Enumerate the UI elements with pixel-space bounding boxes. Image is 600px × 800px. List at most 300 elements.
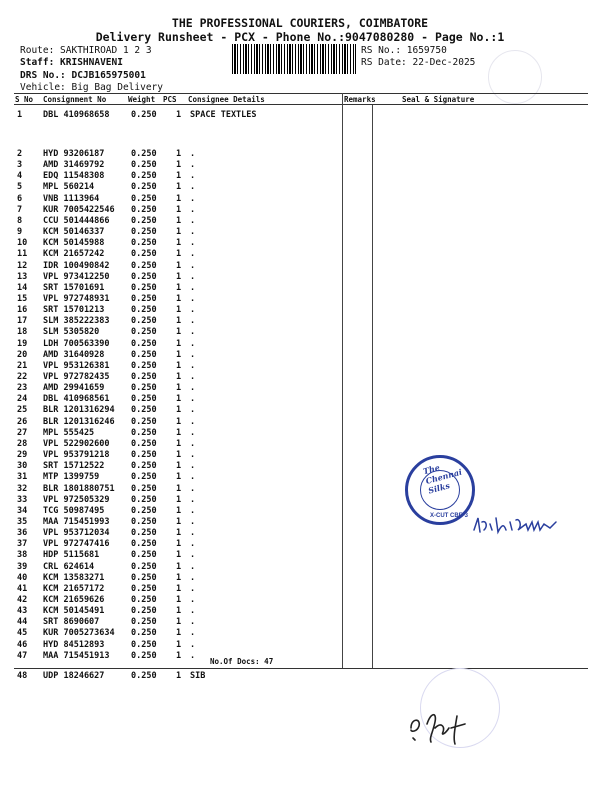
row-consignment: MPL 555425 <box>43 427 95 438</box>
row-pcs: 1 <box>176 305 182 316</box>
row-pcs: 1 <box>176 193 182 204</box>
row-sno: 3 <box>17 160 23 171</box>
table-row <box>0 428 600 439</box>
row-consignment: SRT 8690607 <box>43 617 100 628</box>
row-weight: 0.250 <box>131 561 157 572</box>
row-consignment: KCM 13583271 <box>43 572 105 583</box>
row-consignment: DBL 410968658 <box>43 110 110 120</box>
row-sno: 2 <box>17 149 23 159</box>
column-header-sno: S No <box>15 95 34 104</box>
row-consignee: . <box>190 472 196 483</box>
row-weight: 0.250 <box>131 204 157 215</box>
row-consignment: HYD 84512893 <box>43 639 105 650</box>
row-weight: 0.250 <box>131 628 157 639</box>
row-weight: 0.250 <box>131 327 157 338</box>
row-weight: 0.250 <box>131 405 157 416</box>
table-row <box>0 361 600 372</box>
signature-krishnaveni <box>470 512 565 538</box>
row-consignee: . <box>190 528 196 539</box>
table-row <box>0 316 600 327</box>
row-consignee: . <box>190 650 196 661</box>
row-sno: 37 <box>17 539 28 550</box>
row-consignee: . <box>190 238 196 249</box>
row-consignee: . <box>190 516 196 527</box>
row-pcs: 1 <box>176 516 182 527</box>
column-header-consignment: Consignment No <box>43 95 107 104</box>
row-pcs: 1 <box>176 372 182 382</box>
row-consignment: KUR 7005422546 <box>43 204 115 215</box>
row-consignee: . <box>190 438 196 449</box>
row-consignment: SLM 385222383 <box>43 316 110 327</box>
row-weight: 0.250 <box>131 483 157 494</box>
row-pcs: 1 <box>176 639 182 650</box>
row-pcs: 1 <box>176 249 182 260</box>
row-weight: 0.250 <box>131 472 157 483</box>
row-sno: 48 <box>17 671 28 681</box>
row-weight: 0.250 <box>131 550 157 561</box>
company-title: THE PROFESSIONAL COURIERS, COIMBATORE <box>171 16 429 30</box>
column-header-seal-signature: Seal & Signature <box>402 95 475 104</box>
row-weight: 0.250 <box>131 372 157 382</box>
row-weight: 0.250 <box>131 160 157 171</box>
table-row <box>0 651 600 662</box>
row-consignee: . <box>190 639 196 650</box>
row-consignment: HYD 93206187 <box>43 149 105 159</box>
row-pcs: 1 <box>176 505 182 516</box>
rs-no-label: RS No.: 1659750 <box>361 45 447 56</box>
row-consignment: KCM 50146337 <box>43 227 105 238</box>
table-row <box>0 160 600 171</box>
column-header-pcs: PCS <box>163 95 177 104</box>
row-pcs: 1 <box>176 483 182 494</box>
row-weight: 0.250 <box>131 595 157 605</box>
table-row <box>0 305 600 316</box>
row-consignment: AMD 31469792 <box>43 160 105 171</box>
row-consignee: . <box>190 539 196 550</box>
row-weight: 0.250 <box>131 249 157 260</box>
row-sno: 16 <box>17 305 28 316</box>
row-sno: 5 <box>17 182 23 193</box>
table-row <box>0 595 600 606</box>
row-pcs: 1 <box>176 550 182 561</box>
row-sno: 24 <box>17 394 28 405</box>
row-pcs: 1 <box>176 260 182 271</box>
row-consignment: SRT 15712522 <box>43 461 105 472</box>
row-consignment: VPL 972748931 <box>43 293 110 304</box>
table-row <box>0 461 600 472</box>
row-weight: 0.250 <box>131 271 157 282</box>
row-consignee: . <box>190 494 196 505</box>
table-row <box>0 283 600 294</box>
row-consignment: CCU 501444866 <box>43 215 110 226</box>
table-top-rule <box>14 93 588 94</box>
row-consignee: . <box>190 394 196 405</box>
seal-text: The Chennai Silks <box>421 462 463 496</box>
table-row <box>0 272 600 283</box>
row-consignment: KUR 7005273634 <box>43 628 115 639</box>
row-consignment: VPL 522902600 <box>43 438 110 449</box>
row-sno: 38 <box>17 550 28 561</box>
row-consignment: AMD 29941659 <box>43 383 105 394</box>
runsheet-subtitle: Delivery Runsheet - PCX - Phone No.:9047080280 - Page No.:1 <box>95 30 505 44</box>
row-consignee: . <box>190 372 196 382</box>
table-row <box>0 171 600 182</box>
row-pcs: 1 <box>176 416 182 427</box>
table-row <box>0 294 600 305</box>
table-row <box>0 628 600 639</box>
row-weight: 0.250 <box>131 416 157 427</box>
row-consignee: . <box>190 461 196 472</box>
seal-subtext: X-CUT CBE-3 <box>430 513 469 519</box>
row-sno: 44 <box>17 617 28 628</box>
row-weight: 0.250 <box>131 171 157 182</box>
row-consignment: VPL 953126381 <box>43 360 110 371</box>
table-row <box>0 671 600 682</box>
row-consignment: KCM 50145988 <box>43 238 105 249</box>
table-row <box>0 606 600 617</box>
table-row <box>0 194 600 205</box>
row-pcs: 1 <box>176 572 182 583</box>
row-consignee: . <box>190 583 196 594</box>
row-sno: 45 <box>17 628 28 639</box>
row-weight: 0.250 <box>131 516 157 527</box>
row-sno: 36 <box>17 528 28 539</box>
row-sno: 32 <box>17 483 28 494</box>
row-consignment: MPL 560214 <box>43 182 95 193</box>
row-sno: 8 <box>17 215 23 226</box>
row-consignment: BLR 1801880751 <box>43 483 115 494</box>
row-weight: 0.250 <box>131 383 157 394</box>
row-consignee: . <box>190 572 196 583</box>
row-pcs: 1 <box>176 461 182 472</box>
row-pcs: 1 <box>176 394 182 405</box>
row-weight: 0.250 <box>131 650 157 661</box>
row-weight: 0.250 <box>131 282 157 293</box>
row-pcs: 1 <box>176 606 182 617</box>
row-pcs: 1 <box>176 238 182 249</box>
row-sno: 4 <box>17 171 23 182</box>
row-consignment: VPL 973412250 <box>43 271 110 282</box>
row-pcs: 1 <box>176 327 182 338</box>
row-consignment: MAA 715451993 <box>43 516 110 527</box>
row-consignment: VNB 1113964 <box>43 193 100 204</box>
row-weight: 0.250 <box>131 293 157 304</box>
row-sno: 29 <box>17 450 28 461</box>
row-weight: 0.250 <box>131 539 157 550</box>
row-sno: 41 <box>17 583 28 594</box>
row-consignment: KCM 21659626 <box>43 595 105 605</box>
row-consignee: . <box>190 483 196 494</box>
table-row <box>0 350 600 361</box>
row-pcs: 1 <box>176 427 182 438</box>
row-sno: 9 <box>17 227 23 238</box>
row-sno: 17 <box>17 316 28 327</box>
row-weight: 0.250 <box>131 639 157 650</box>
row-consignee: . <box>190 628 196 639</box>
row-pcs: 1 <box>176 383 182 394</box>
row-sno: 21 <box>17 360 28 371</box>
row-sno: 18 <box>17 327 28 338</box>
row-pcs: 1 <box>176 494 182 505</box>
row-consignee: . <box>190 227 196 238</box>
row-consignee: . <box>190 316 196 327</box>
vehicle-label: Vehicle: Big Bag Delivery <box>20 82 163 93</box>
row-sno: 15 <box>17 293 28 304</box>
row-consignment: KCM 50145491 <box>43 606 105 617</box>
table-row <box>0 182 600 193</box>
table-row <box>0 238 600 249</box>
row-sno: 35 <box>17 516 28 527</box>
signature-receiver <box>405 698 500 748</box>
row-pcs: 1 <box>176 349 182 360</box>
row-consignee: . <box>190 160 196 171</box>
row-pcs: 1 <box>176 149 182 159</box>
table-row <box>0 495 600 506</box>
row-sno: 31 <box>17 472 28 483</box>
table-row <box>0 205 600 216</box>
row-consignee: . <box>190 550 196 561</box>
row-sno: 30 <box>17 461 28 472</box>
row-weight: 0.250 <box>131 583 157 594</box>
row-weight: 0.250 <box>131 149 157 159</box>
staff-label: Staff: KRISHNAVENI <box>20 57 123 68</box>
row-consignee: . <box>190 349 196 360</box>
row-pcs: 1 <box>176 282 182 293</box>
row-weight: 0.250 <box>131 193 157 204</box>
row-consignee: . <box>190 416 196 427</box>
row-weight: 0.250 <box>131 338 157 349</box>
row-sno: 28 <box>17 438 28 449</box>
table-row <box>0 327 600 338</box>
row-weight: 0.250 <box>131 606 157 617</box>
table-row <box>0 562 600 573</box>
row-consignee: . <box>190 360 196 371</box>
row-weight: 0.250 <box>131 671 157 681</box>
row-pcs: 1 <box>176 671 182 681</box>
row-consignee: . <box>190 450 196 461</box>
row-weight: 0.250 <box>131 360 157 371</box>
row-sno: 33 <box>17 494 28 505</box>
table-row <box>0 149 600 160</box>
row-consignee: . <box>190 293 196 304</box>
row-consignment: VPL 953791218 <box>43 450 110 461</box>
row-consignee: . <box>190 327 196 338</box>
row-consignee: . <box>190 427 196 438</box>
row-weight: 0.250 <box>131 505 157 516</box>
row-weight: 0.250 <box>131 227 157 238</box>
table-row <box>0 450 600 461</box>
row-consignee: . <box>190 282 196 293</box>
row-consignee: . <box>190 338 196 349</box>
faint-stamp-top <box>488 50 542 104</box>
row-consignee: . <box>190 149 196 159</box>
route-label: Route: SAKTHIROAD 1 2 3 <box>20 45 152 56</box>
row-sno: 39 <box>17 561 28 572</box>
row-weight: 0.250 <box>131 438 157 449</box>
row-sno: 34 <box>17 505 28 516</box>
table-row <box>0 484 600 495</box>
row-weight: 0.250 <box>131 305 157 316</box>
table-row <box>0 539 600 550</box>
row-pcs: 1 <box>176 472 182 483</box>
table-row <box>0 640 600 651</box>
row-consignment: KCM 21657242 <box>43 249 105 260</box>
row-consignee: . <box>190 617 196 628</box>
row-consignee: . <box>190 193 196 204</box>
table-row <box>0 249 600 260</box>
row-consignment: SLM 5305820 <box>43 327 100 338</box>
row-weight: 0.250 <box>131 617 157 628</box>
row-pcs: 1 <box>176 204 182 215</box>
row-sno: 7 <box>17 204 23 215</box>
row-weight: 0.250 <box>131 349 157 360</box>
row-pcs: 1 <box>176 171 182 182</box>
row-consignee: . <box>190 505 196 516</box>
row-sno: 47 <box>17 650 28 661</box>
row-consignment: EDQ 11548308 <box>43 171 105 182</box>
row-pcs: 1 <box>176 316 182 327</box>
row-weight: 0.250 <box>131 528 157 539</box>
row-consignment: MAA 715451913 <box>43 650 110 661</box>
row-weight: 0.250 <box>131 238 157 249</box>
rs-date-label: RS Date: 22-Dec-2025 <box>361 57 476 68</box>
table-row <box>0 261 600 272</box>
table-row <box>0 472 600 483</box>
row-consignment: HDP 5115681 <box>43 550 100 561</box>
row-sno: 12 <box>17 260 28 271</box>
row-weight: 0.250 <box>131 394 157 405</box>
row-consignee: . <box>190 204 196 215</box>
row-pcs: 1 <box>176 215 182 226</box>
row-weight: 0.250 <box>131 215 157 226</box>
column-header-remarks: Remarks <box>344 95 376 104</box>
row-consignee: . <box>190 606 196 617</box>
row-consignment: KCM 21657172 <box>43 583 105 594</box>
row-consignment: UDP 18246627 <box>43 671 105 681</box>
row-pcs: 1 <box>176 405 182 416</box>
row-pcs: 1 <box>176 528 182 539</box>
row-weight: 0.250 <box>131 450 157 461</box>
row-sno: 14 <box>17 282 28 293</box>
row-pcs: 1 <box>176 561 182 572</box>
row-consignee: SIB <box>190 671 206 681</box>
row-pcs: 1 <box>176 182 182 193</box>
row-consignment: CRL 624614 <box>43 561 95 572</box>
row-consignment: DBL 410968561 <box>43 394 110 405</box>
table-row <box>0 573 600 584</box>
row-pcs: 1 <box>176 595 182 605</box>
row-consignment: IDR 100490842 <box>43 260 110 271</box>
table-bottom-rule <box>14 668 588 669</box>
table-row <box>0 216 600 227</box>
table-row <box>0 339 600 350</box>
row-weight: 0.250 <box>131 494 157 505</box>
row-sno: 27 <box>17 427 28 438</box>
row-sno: 26 <box>17 416 28 427</box>
row-pcs: 1 <box>176 450 182 461</box>
row-weight: 0.250 <box>131 316 157 327</box>
row-consignment: SRT 15701213 <box>43 305 105 316</box>
row-consignment: TCG 50987495 <box>43 505 105 516</box>
row-consignee: . <box>190 383 196 394</box>
row-pcs: 1 <box>176 650 182 661</box>
row-pcs: 1 <box>176 160 182 171</box>
drs-label: DRS No.: DCJB165975001 <box>20 70 146 81</box>
table-row <box>0 394 600 405</box>
row-weight: 0.250 <box>131 260 157 271</box>
row-pcs: 1 <box>176 293 182 304</box>
row-pcs: 1 <box>176 539 182 550</box>
no-of-docs: No.Of Docs: 47 <box>210 657 274 666</box>
row-sno: 40 <box>17 572 28 583</box>
row-consignee: . <box>190 595 196 605</box>
row-pcs: 1 <box>176 338 182 349</box>
row-pcs: 1 <box>176 617 182 628</box>
row-consignee: . <box>190 271 196 282</box>
row-consignment: VPL 972747416 <box>43 539 110 550</box>
row-consignment: BLR 1201316294 <box>43 405 115 416</box>
row-weight: 0.250 <box>131 461 157 472</box>
row-sno: 42 <box>17 595 28 605</box>
row-consignment: VPL 972782435 <box>43 372 110 382</box>
row-consignee: . <box>190 249 196 260</box>
table-row <box>0 417 600 428</box>
row-pcs: 1 <box>176 227 182 238</box>
column-header-consignee: Consignee Details <box>188 95 265 104</box>
row-weight: 0.250 <box>131 572 157 583</box>
row-consignment: BLR 1201316246 <box>43 416 115 427</box>
table-row <box>0 405 600 416</box>
row-consignment: VPL 953712034 <box>43 528 110 539</box>
row-sno: 13 <box>17 271 28 282</box>
row-consignment: AMD 31640928 <box>43 349 105 360</box>
row-pcs: 1 <box>176 271 182 282</box>
row-pcs: 1 <box>176 110 182 120</box>
row-consignee: . <box>190 260 196 271</box>
row-consignee: . <box>190 561 196 572</box>
row-consignee: . <box>190 305 196 316</box>
row-sno: 22 <box>17 372 28 382</box>
row-consignee: SPACE TEXTLES <box>190 110 257 120</box>
row-sno: 46 <box>17 639 28 650</box>
column-header-weight: Weight <box>128 95 156 104</box>
row-consignee: . <box>190 171 196 182</box>
table-row <box>0 110 600 121</box>
row-sno: 25 <box>17 405 28 416</box>
table-row <box>0 550 600 561</box>
row-consignee: . <box>190 182 196 193</box>
table-row <box>0 383 600 394</box>
row-consignee: . <box>190 405 196 416</box>
row-weight: 0.250 <box>131 182 157 193</box>
table-row <box>0 617 600 628</box>
row-sno: 11 <box>17 249 28 260</box>
row-sno: 10 <box>17 238 28 249</box>
row-pcs: 1 <box>176 438 182 449</box>
row-consignment: MTP 1399759 <box>43 472 100 483</box>
row-sno: 1 <box>17 110 23 120</box>
table-row <box>0 227 600 238</box>
table-row <box>0 372 600 383</box>
table-row <box>0 584 600 595</box>
row-pcs: 1 <box>176 360 182 371</box>
row-sno: 19 <box>17 338 28 349</box>
row-pcs: 1 <box>176 628 182 639</box>
table-header-rule <box>14 104 588 105</box>
row-sno: 20 <box>17 349 28 360</box>
table-row <box>0 439 600 450</box>
row-consignment: SRT 15701691 <box>43 282 105 293</box>
